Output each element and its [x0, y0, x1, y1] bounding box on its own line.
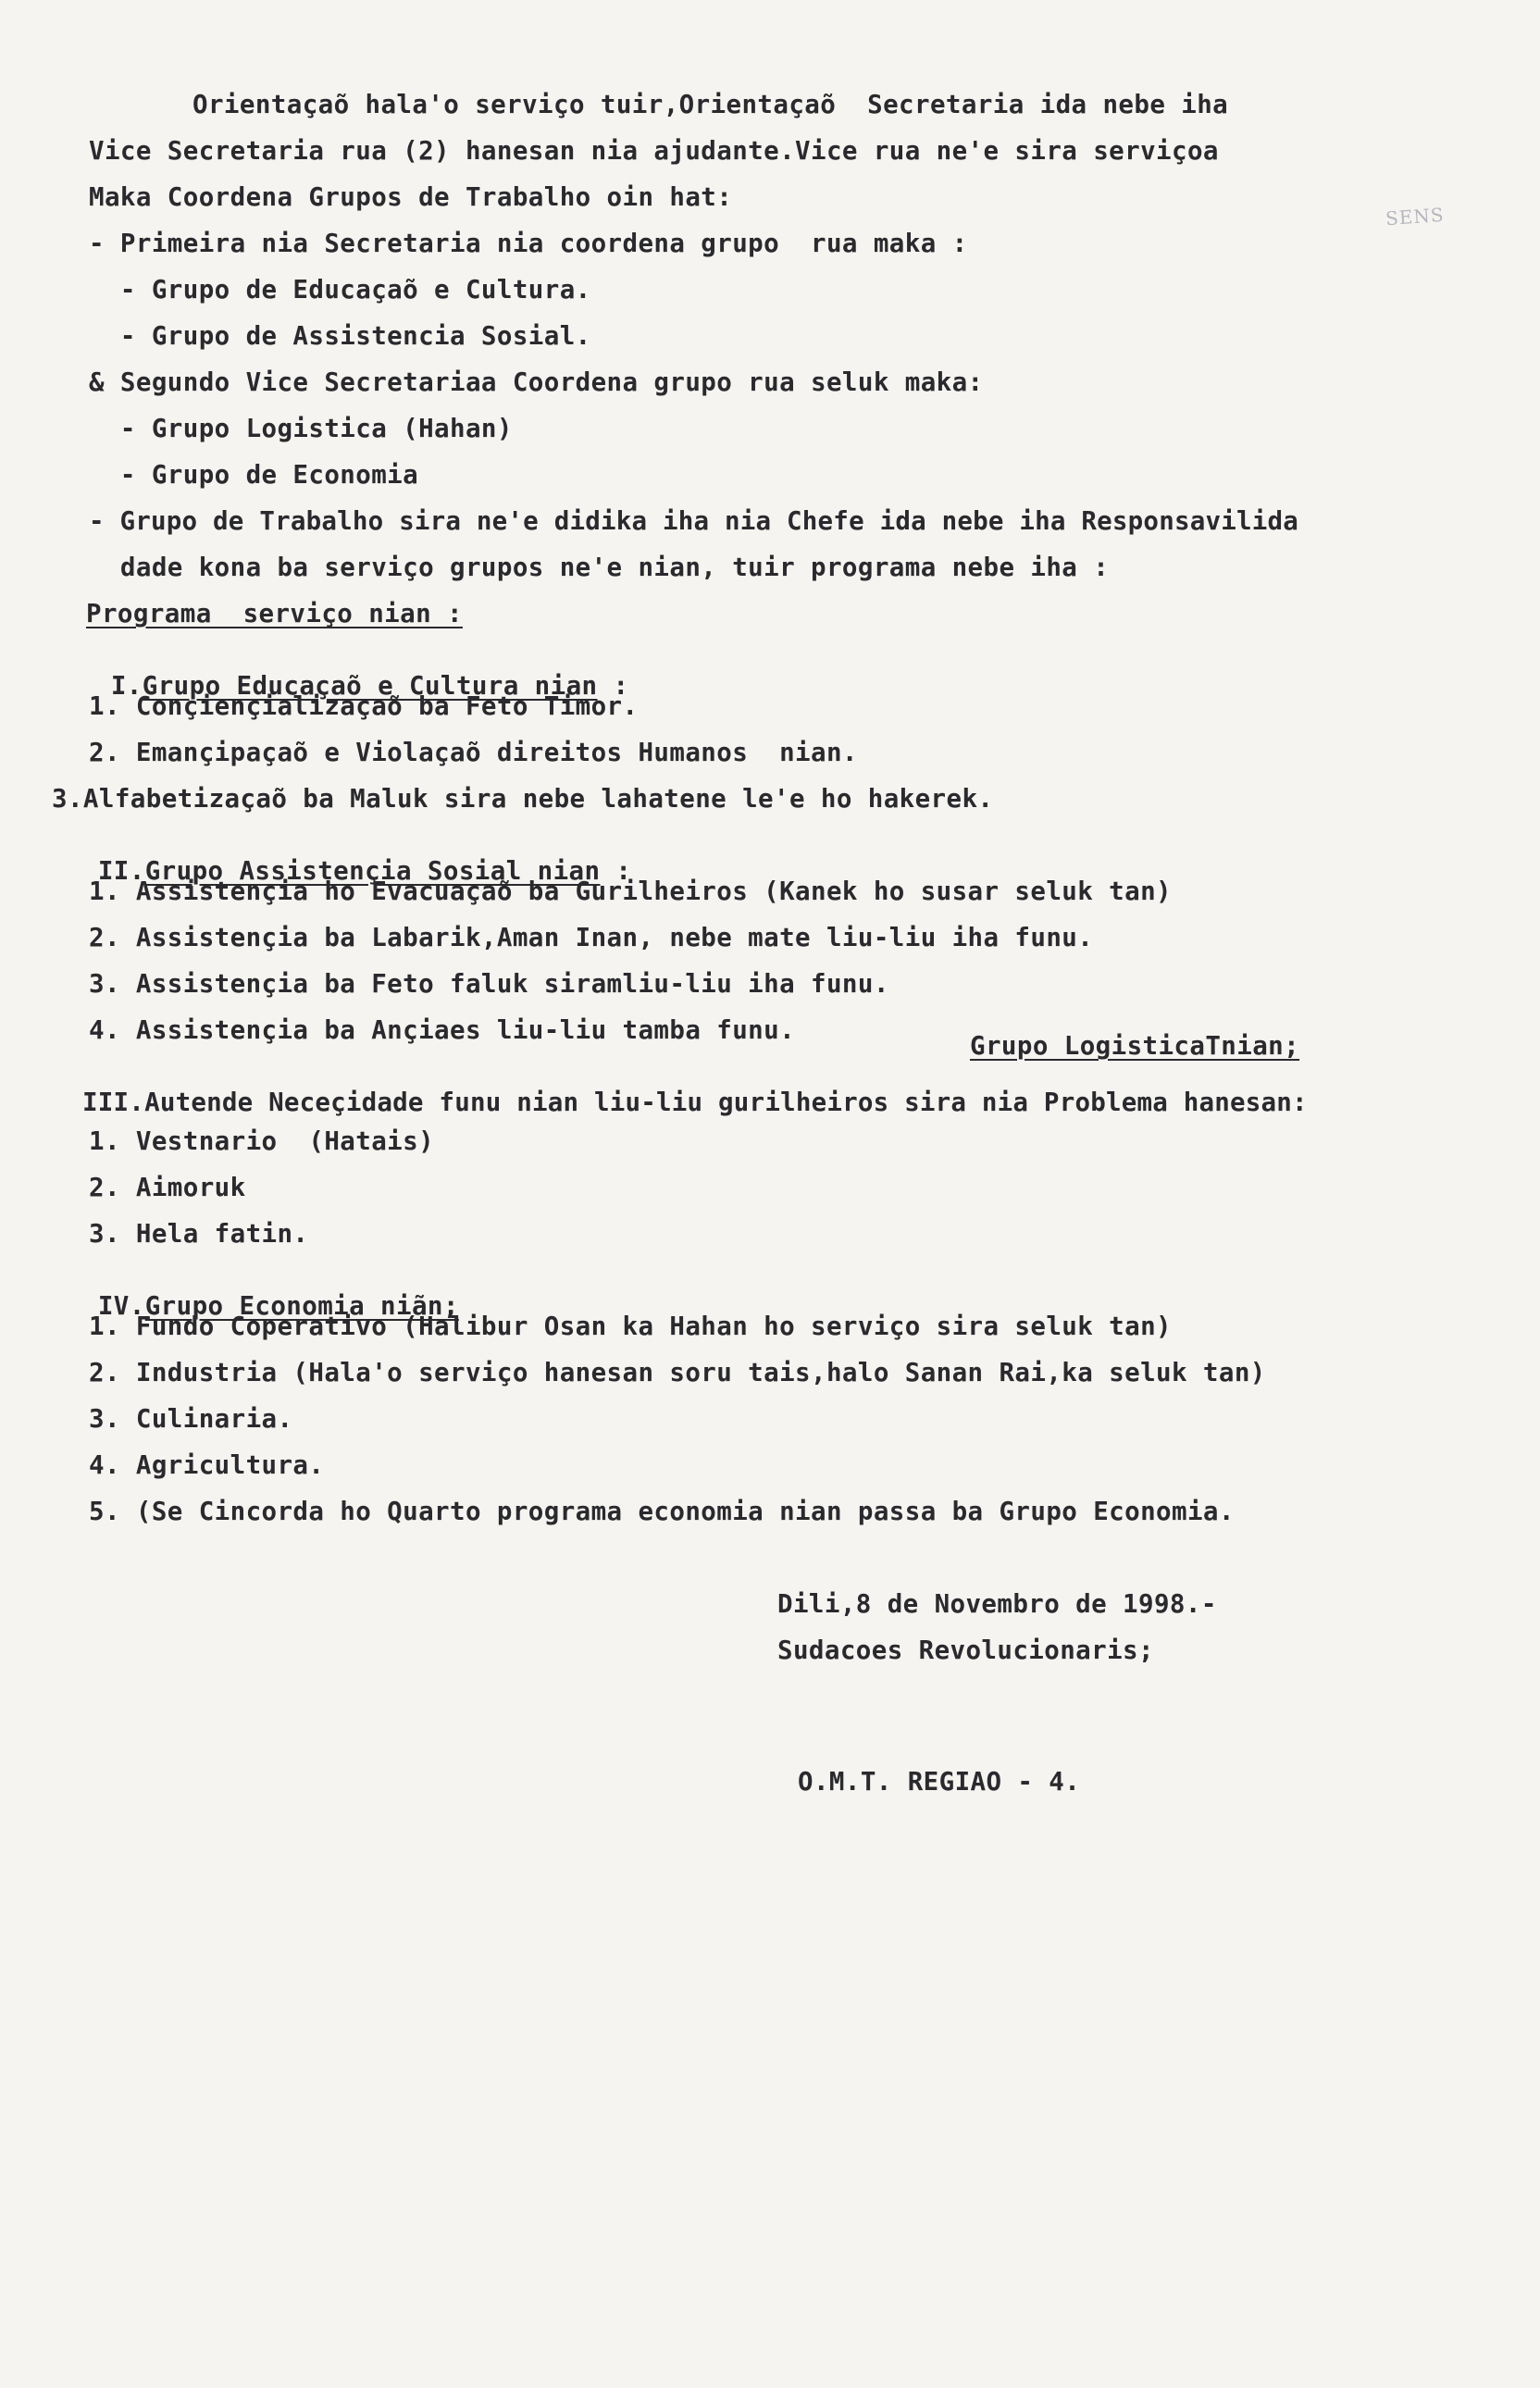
signature-place-date: Dili,8 de Novembro de 1998.- — [777, 1589, 1217, 1619]
section-iii-title: Grupo LogisticaTnian; — [970, 1031, 1300, 1061]
assignment-line-1: - Primeira nia Secretaria nia coordena grupo rua maka : — [89, 229, 968, 258]
section-i-item: 2. Emançipaçaõ e Violaçaõ direitos Humanos nian. — [89, 738, 858, 767]
assignment-line-4: & Segundo Vice Secretariaa Coordena grupo rua seluk maka: — [89, 367, 984, 397]
section-iv-item: 5. (Se Cincorda ho Quarto programa economia nian passa ba Grupo Economia. — [89, 1497, 1235, 1526]
section-iv-item: 4. Agricultura. — [89, 1450, 325, 1480]
assignment-line-7: - Grupo de Trabalho sira ne'e didika iha nia Chefe ida nebe iha Responsavilida — [89, 506, 1298, 536]
intro-line-2: Vice Secretaria rua (2) hanesan nia ajudante.Vice rua ne'e sira serviçoa — [89, 136, 1219, 166]
section-title: Grupo Economia niãn; — [144, 1290, 459, 1321]
section-numeral: IV. — [97, 1290, 145, 1321]
section-intro-text: Autende Neceçidade funu nian liu-liu gurilheiros sira nia Problema hanesan: — [144, 1087, 1308, 1117]
section-iii-item: 1. Vestnario (Hatais) — [89, 1126, 435, 1156]
intro-line-1: Orientaçaõ hala'o serviço tuir,Orientaçaõ Secretaria ida nebe iha — [192, 90, 1229, 119]
section-title: Grupo Educaçaõ e Cultura nian — [142, 670, 598, 701]
assignment-line-3: - Grupo de Assistencia Sosial. — [89, 321, 591, 351]
assignment-line-2: - Grupo de Educaçaõ e Cultura. — [89, 275, 591, 305]
section-ii-item: 2. Assistençia ba Labarik,Aman Inan, nebe mate liu-liu iha funu. — [89, 923, 1094, 952]
section-i-item: 1. Conçiençializaçaõ ba Feto Timor. — [89, 691, 639, 721]
assignment-line-6: - Grupo de Economia — [89, 460, 419, 490]
section-suffix: : — [600, 855, 632, 886]
section-title: Grupo Assistençia Sosial nian — [144, 855, 601, 886]
signature-organization: O.M.T. REGIAO - 4. — [798, 1767, 1081, 1797]
section-ii-item: 3. Assistençia ba Feto faluk siramliu-liu iha funu. — [89, 969, 889, 999]
section-ii-item: 4. Assistençia ba Ançiaes liu-liu tamba funu. — [89, 1015, 796, 1045]
section-i-item: 3.Alfabetizaçaõ ba Maluk sira nebe lahatene le'e ho hakerek. — [52, 784, 994, 814]
program-heading: Programa serviço nian : — [86, 599, 463, 628]
intro-line-3: Maka Coordena Grupos de Trabalho oin hat: — [89, 182, 733, 212]
section-iv-item: 2. Industria (Hala'o serviço hanesan soru tais,halo Sanan Rai,ka seluk tan) — [89, 1358, 1266, 1387]
section-iv-item: 1. Fundo Coperativo (Halibur Osan ka Hahan ho serviço sira seluk tan) — [89, 1312, 1172, 1341]
assignment-line-5: - Grupo Logistica (Hahan) — [89, 414, 513, 443]
section-ii-item: 1. Assistençia ho Evacuaçaõ ba Gurilheiros (Kanek ho susar seluk tan) — [89, 877, 1172, 906]
section-numeral: II. — [97, 855, 145, 886]
section-iii-item: 3. Hela fatin. — [89, 1219, 309, 1249]
section-numeral: III. — [82, 1087, 145, 1117]
assignment-line-8: dade kona ba serviço grupos ne'e nian, tuir programa nebe iha : — [89, 553, 1110, 582]
margin-handwritten-note: SENS — [1385, 203, 1446, 230]
section-iv-item: 3. Culinaria. — [89, 1404, 293, 1434]
section-iii-item: 2. Aimoruk — [89, 1173, 246, 1202]
section-suffix: : — [597, 670, 629, 701]
signature-greeting: Sudacoes Revolucionaris; — [777, 1636, 1154, 1665]
section-numeral: I. — [110, 670, 143, 701]
